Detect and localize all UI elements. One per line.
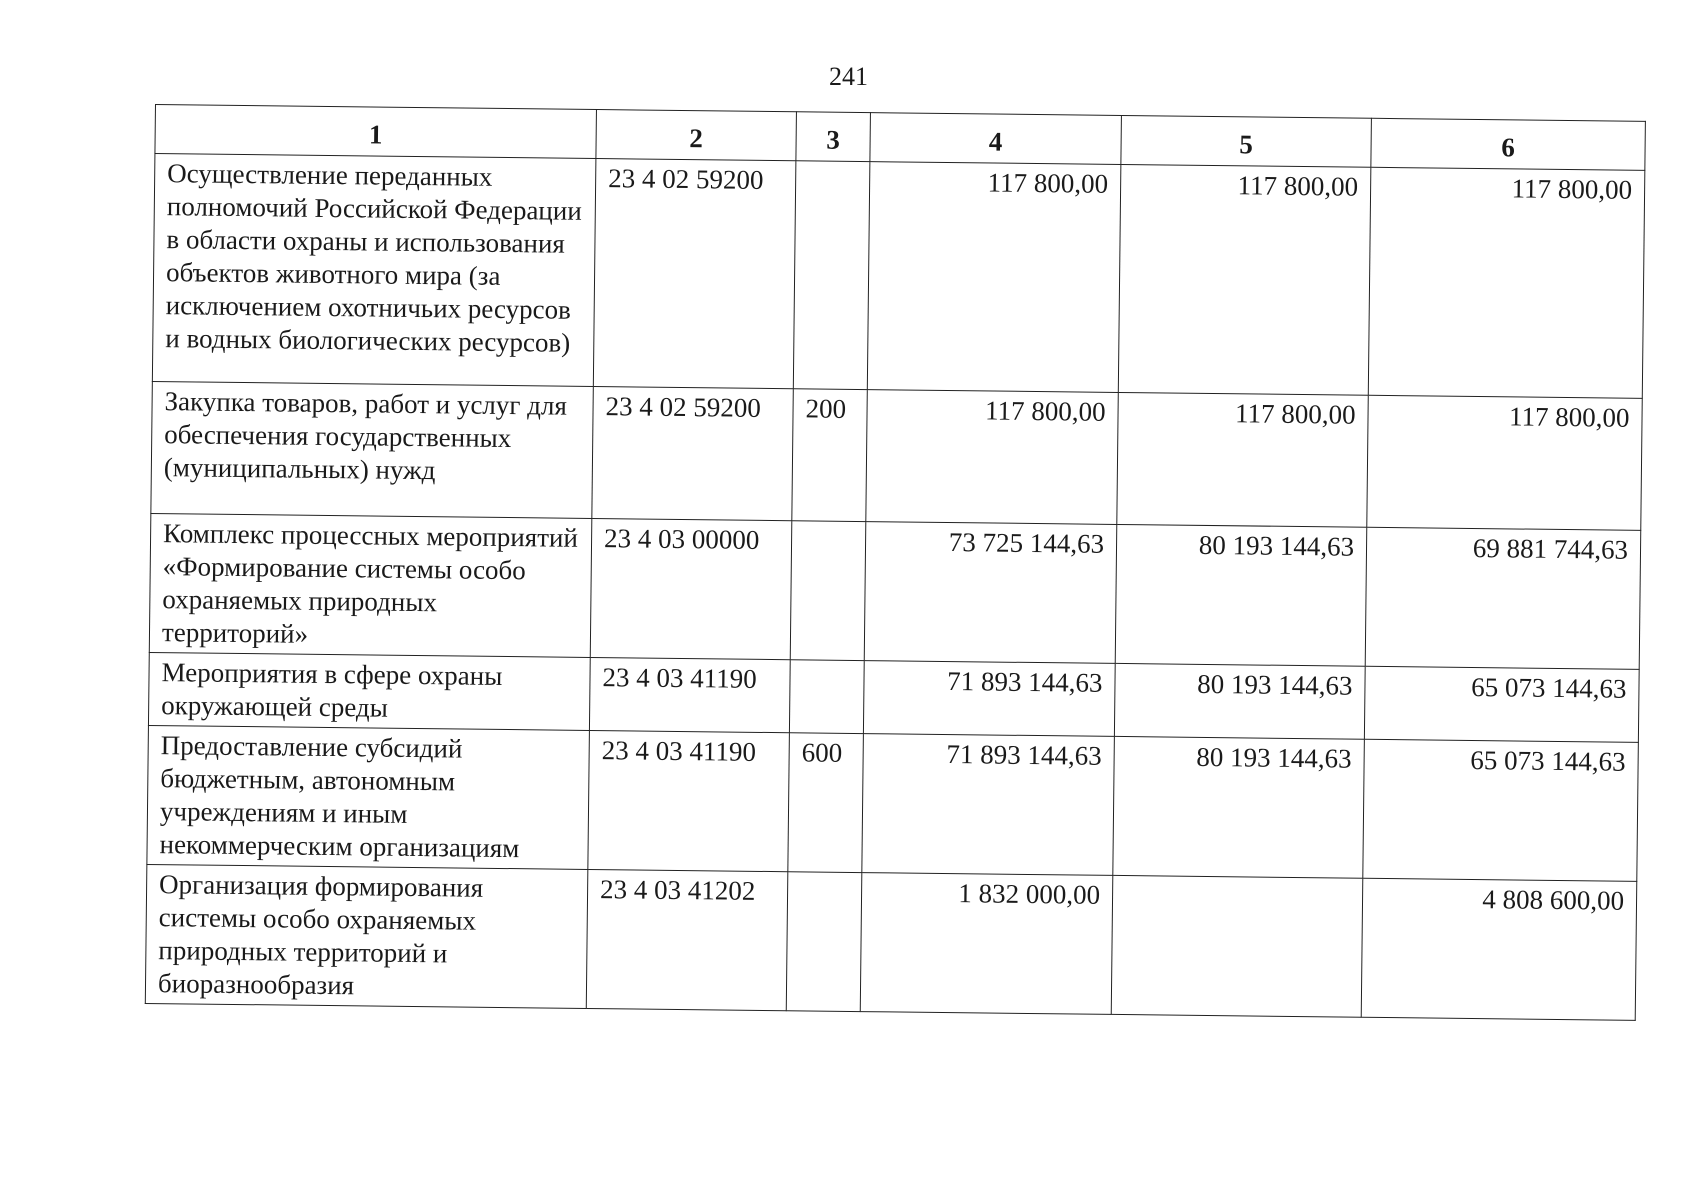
header-cell: 1 [155, 105, 597, 159]
row-type-cell [789, 660, 864, 734]
row-name-cell: Мероприятия в сфере охраны окружающей среды [148, 652, 590, 730]
table-row [152, 154, 1644, 399]
row-value-col4: 71 893 144,63 [862, 734, 1115, 876]
row-value-col4: 117 800,00 [867, 162, 1121, 393]
table-row [147, 725, 1638, 881]
page-number: 241 [829, 62, 868, 91]
budget-table [145, 104, 1646, 1021]
header-cell: 6 [1371, 118, 1646, 170]
table-row [149, 513, 1640, 669]
row-code-cell: 23 4 03 41190 [589, 657, 790, 732]
row-type-cell: 200 [792, 389, 867, 522]
row-name-cell: Комплекс процессных мероприятий «Формирование системы особо охраняемых природных территорий» [149, 513, 592, 657]
row-value-col4: 117 800,00 [866, 390, 1118, 525]
row-name-cell: Организация формирования системы особо охраняемых природных территорий и биоразнообразия [145, 864, 588, 1008]
header-cell: 4 [870, 113, 1122, 165]
header-cell: 5 [1121, 115, 1372, 167]
budget-table-container [145, 104, 1645, 1021]
row-value-col6: 69 881 744,63 [1365, 527, 1641, 669]
row-value-col5: 117 800,00 [1117, 392, 1368, 527]
row-value-col6: 65 073 144,63 [1363, 739, 1639, 881]
row-value-col5: 117 800,00 [1118, 164, 1371, 395]
row-name-cell: Закупка товаров, работ и услуг для обеспечения государственных (муниципальных) нужд [151, 381, 593, 518]
table-row [151, 381, 1642, 530]
row-type-cell [790, 521, 866, 661]
row-type-cell: 600 [788, 733, 864, 873]
row-value-col5: 80 193 144,63 [1113, 736, 1365, 878]
header-cell: 2 [596, 110, 797, 161]
row-value-col6: 4 808 600,00 [1361, 878, 1637, 1020]
row-code-cell: 23 4 02 59200 [592, 386, 793, 520]
row-value-col5: 80 193 144,63 [1115, 524, 1367, 666]
row-value-col4: 71 893 144,63 [863, 661, 1115, 737]
row-value-col4: 1 832 000,00 [860, 873, 1113, 1015]
table-row [145, 864, 1636, 1020]
row-code-cell: 23 4 02 59200 [593, 159, 796, 389]
row-value-col5: 80 193 144,63 [1114, 663, 1365, 739]
row-type-cell [786, 872, 862, 1012]
row-value-col4: 73 725 144,63 [864, 522, 1117, 664]
row-code-cell: 23 4 03 41202 [586, 869, 788, 1010]
row-value-col6: 65 073 144,63 [1364, 666, 1639, 742]
row-name-cell: Осуществление переданных полномочий Российской Федерации в области охраны и использования объектов животного мира (за исключением охотничьих ресурсов и водных биологических ресурсов) [152, 154, 596, 387]
row-code-cell: 23 4 03 41190 [588, 730, 790, 871]
row-name-cell: Предоставление субсидий бюджетным, автономным учреждениям и иным некоммерческим организациям [147, 725, 590, 869]
row-type-cell [793, 161, 870, 390]
row-code-cell: 23 4 03 00000 [590, 518, 792, 659]
row-value-col6: 117 800,00 [1367, 395, 1642, 530]
row-value-col6: 117 800,00 [1368, 167, 1645, 398]
row-value-col5 [1111, 875, 1363, 1017]
header-cell: 3 [796, 112, 871, 162]
